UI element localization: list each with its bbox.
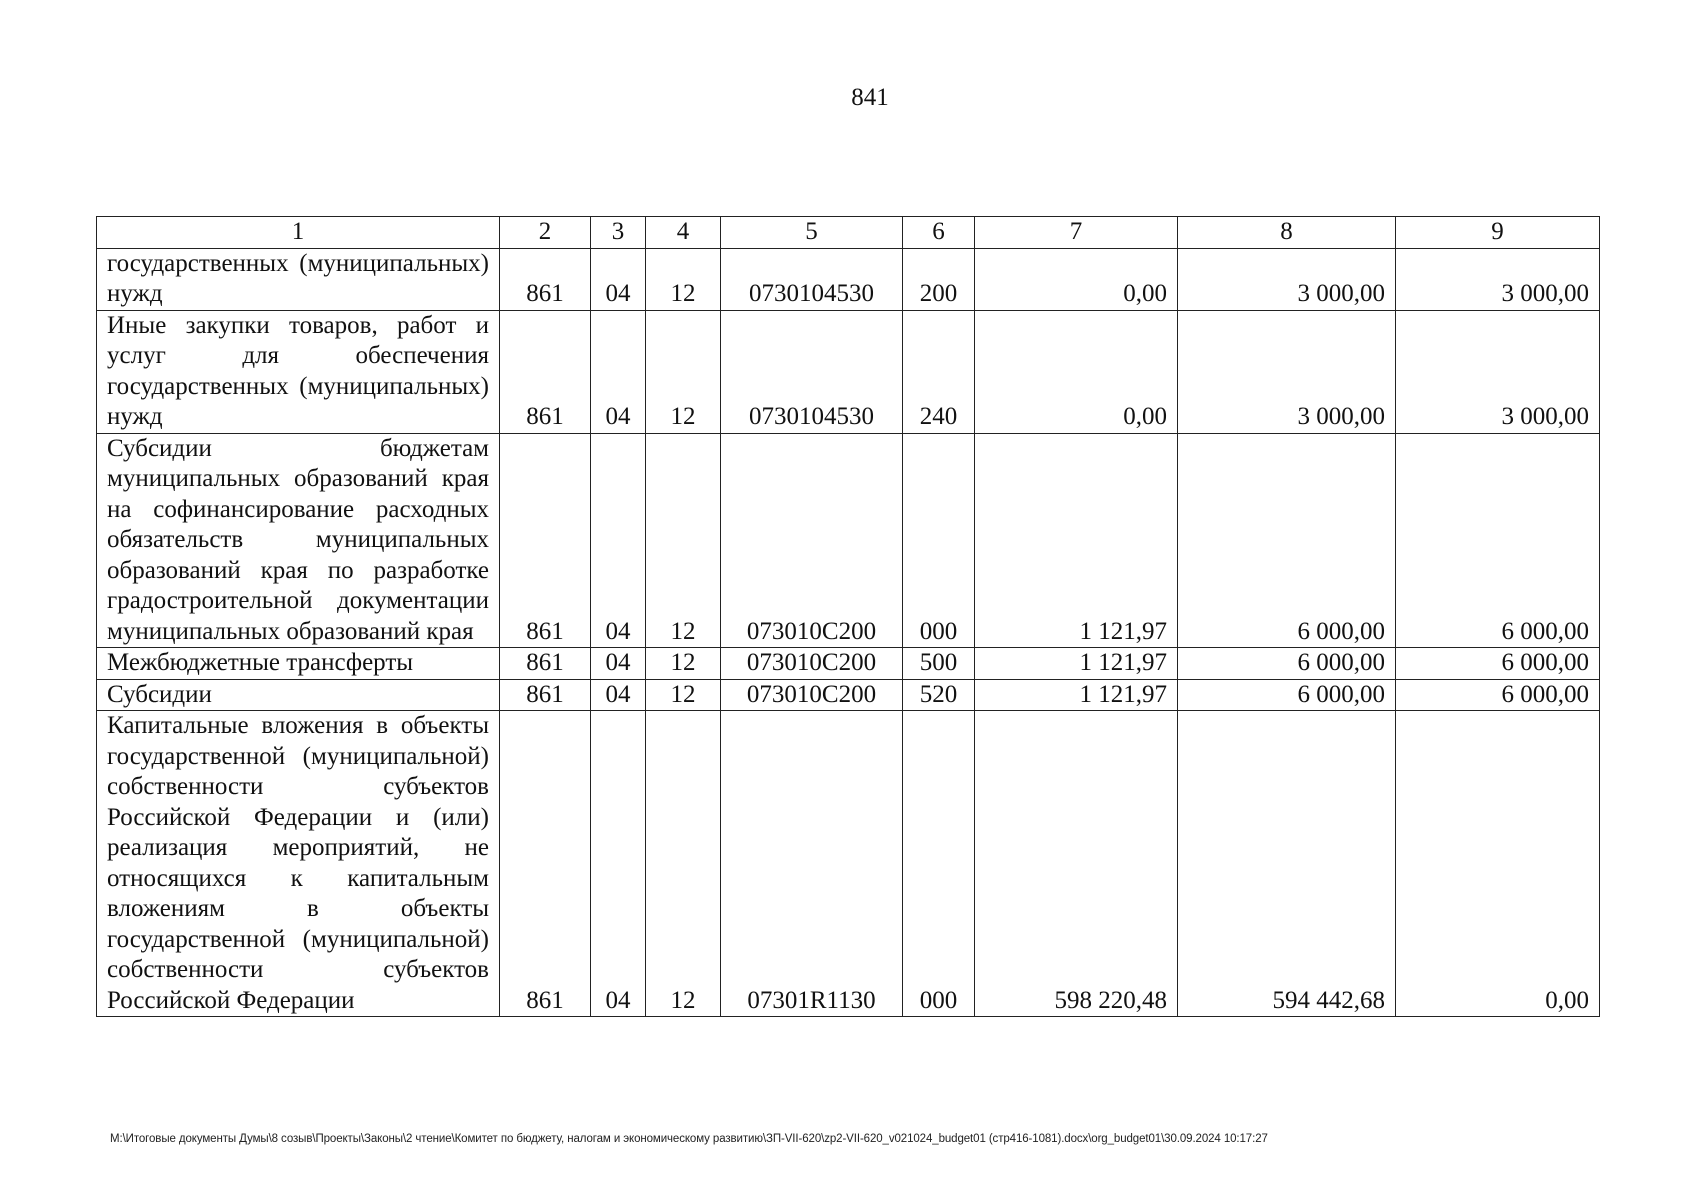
cell-amount-8: 6 000,00 (1178, 648, 1396, 680)
cell-admin-code: 861 (500, 711, 591, 1017)
cell-admin-code: 861 (500, 433, 591, 648)
cell-amount-7: 0,00 (975, 310, 1178, 433)
cell-target-article: 073010С200 (721, 679, 903, 711)
budget-table (96, 216, 1600, 1017)
cell-subsection: 12 (646, 433, 721, 648)
file-path-footer: M:\Итоговые документы Думы\8 созыв\Проекты\Законы\2 чтение\Комитет по бюджету, налогам и экономическому развитию\ЗП-VII-620\zp2-VII-620_v021024_budget01 (стр416-1081).docx\org_budget01\30.09.2024 10:17:27 (110, 1133, 1268, 1145)
column-header: 5 (721, 217, 903, 249)
table-row (97, 711, 1600, 1017)
cell-amount-8: 6 000,00 (1178, 433, 1396, 648)
cell-target-article: 07301R1130 (721, 711, 903, 1017)
column-header: 8 (1178, 217, 1396, 249)
cell-amount-8: 6 000,00 (1178, 679, 1396, 711)
cell-expense-type: 000 (903, 433, 975, 648)
table-row (97, 648, 1600, 680)
cell-expense-type: 520 (903, 679, 975, 711)
cell-amount-9: 0,00 (1396, 711, 1600, 1017)
cell-target-article: 073010С200 (721, 433, 903, 648)
cell-section: 04 (591, 310, 646, 433)
row-description: Межбюджетные трансферты (97, 648, 500, 680)
cell-amount-9: 6 000,00 (1396, 648, 1600, 680)
cell-admin-code: 861 (500, 248, 591, 310)
cell-subsection: 12 (646, 310, 721, 433)
table-row (97, 248, 1600, 310)
cell-amount-8: 594 442,68 (1178, 711, 1396, 1017)
cell-amount-9: 3 000,00 (1396, 310, 1600, 433)
table-row (97, 433, 1600, 648)
row-description: Субсидии бюджетам муниципальных образований края на софинансирование расходных обязательств муниципальных образований края по разработке градостроительной документации муниципальных образований края (97, 433, 500, 648)
table-row (97, 310, 1600, 433)
page-number: 841 (851, 84, 889, 111)
cell-section: 04 (591, 679, 646, 711)
cell-expense-type: 200 (903, 248, 975, 310)
cell-target-article: 0730104530 (721, 248, 903, 310)
cell-subsection: 12 (646, 679, 721, 711)
cell-admin-code: 861 (500, 648, 591, 680)
column-header: 6 (903, 217, 975, 249)
cell-section: 04 (591, 711, 646, 1017)
cell-section: 04 (591, 248, 646, 310)
table-row (97, 679, 1600, 711)
cell-amount-8: 3 000,00 (1178, 248, 1396, 310)
column-header: 4 (646, 217, 721, 249)
column-header: 1 (97, 217, 500, 249)
row-description: Капитальные вложения в объекты государственной (муниципальной) собственности субъектов Российской Федерации и (или) реализация мероприятий, не относящихся к капитальным вложениям в объекты государственной (муниципальной) собственности субъектов Российской Федерации (97, 711, 500, 1017)
cell-expense-type: 240 (903, 310, 975, 433)
cell-amount-9: 6 000,00 (1396, 679, 1600, 711)
row-description: Иные закупки товаров, работ и услуг для обеспечения государственных (муниципальных) нужд (97, 310, 500, 433)
cell-amount-9: 3 000,00 (1396, 248, 1600, 310)
cell-amount-7: 0,00 (975, 248, 1178, 310)
cell-target-article: 073010С200 (721, 648, 903, 680)
cell-amount-7: 1 121,97 (975, 648, 1178, 680)
cell-section: 04 (591, 648, 646, 680)
cell-admin-code: 861 (500, 310, 591, 433)
cell-subsection: 12 (646, 648, 721, 680)
cell-amount-7: 1 121,97 (975, 433, 1178, 648)
cell-expense-type: 000 (903, 711, 975, 1017)
cell-admin-code: 861 (500, 679, 591, 711)
cell-amount-7: 1 121,97 (975, 679, 1178, 711)
row-description: государственных (муниципальных) нужд (97, 248, 500, 310)
cell-section: 04 (591, 433, 646, 648)
cell-amount-8: 3 000,00 (1178, 310, 1396, 433)
column-header: 2 (500, 217, 591, 249)
column-header: 3 (591, 217, 646, 249)
column-header: 9 (1396, 217, 1600, 249)
cell-expense-type: 500 (903, 648, 975, 680)
cell-target-article: 0730104530 (721, 310, 903, 433)
cell-amount-9: 6 000,00 (1396, 433, 1600, 648)
row-description: Субсидии (97, 679, 500, 711)
cell-subsection: 12 (646, 711, 721, 1017)
column-header: 7 (975, 217, 1178, 249)
table-header-row (97, 217, 1600, 249)
cell-amount-7: 598 220,48 (975, 711, 1178, 1017)
cell-subsection: 12 (646, 248, 721, 310)
